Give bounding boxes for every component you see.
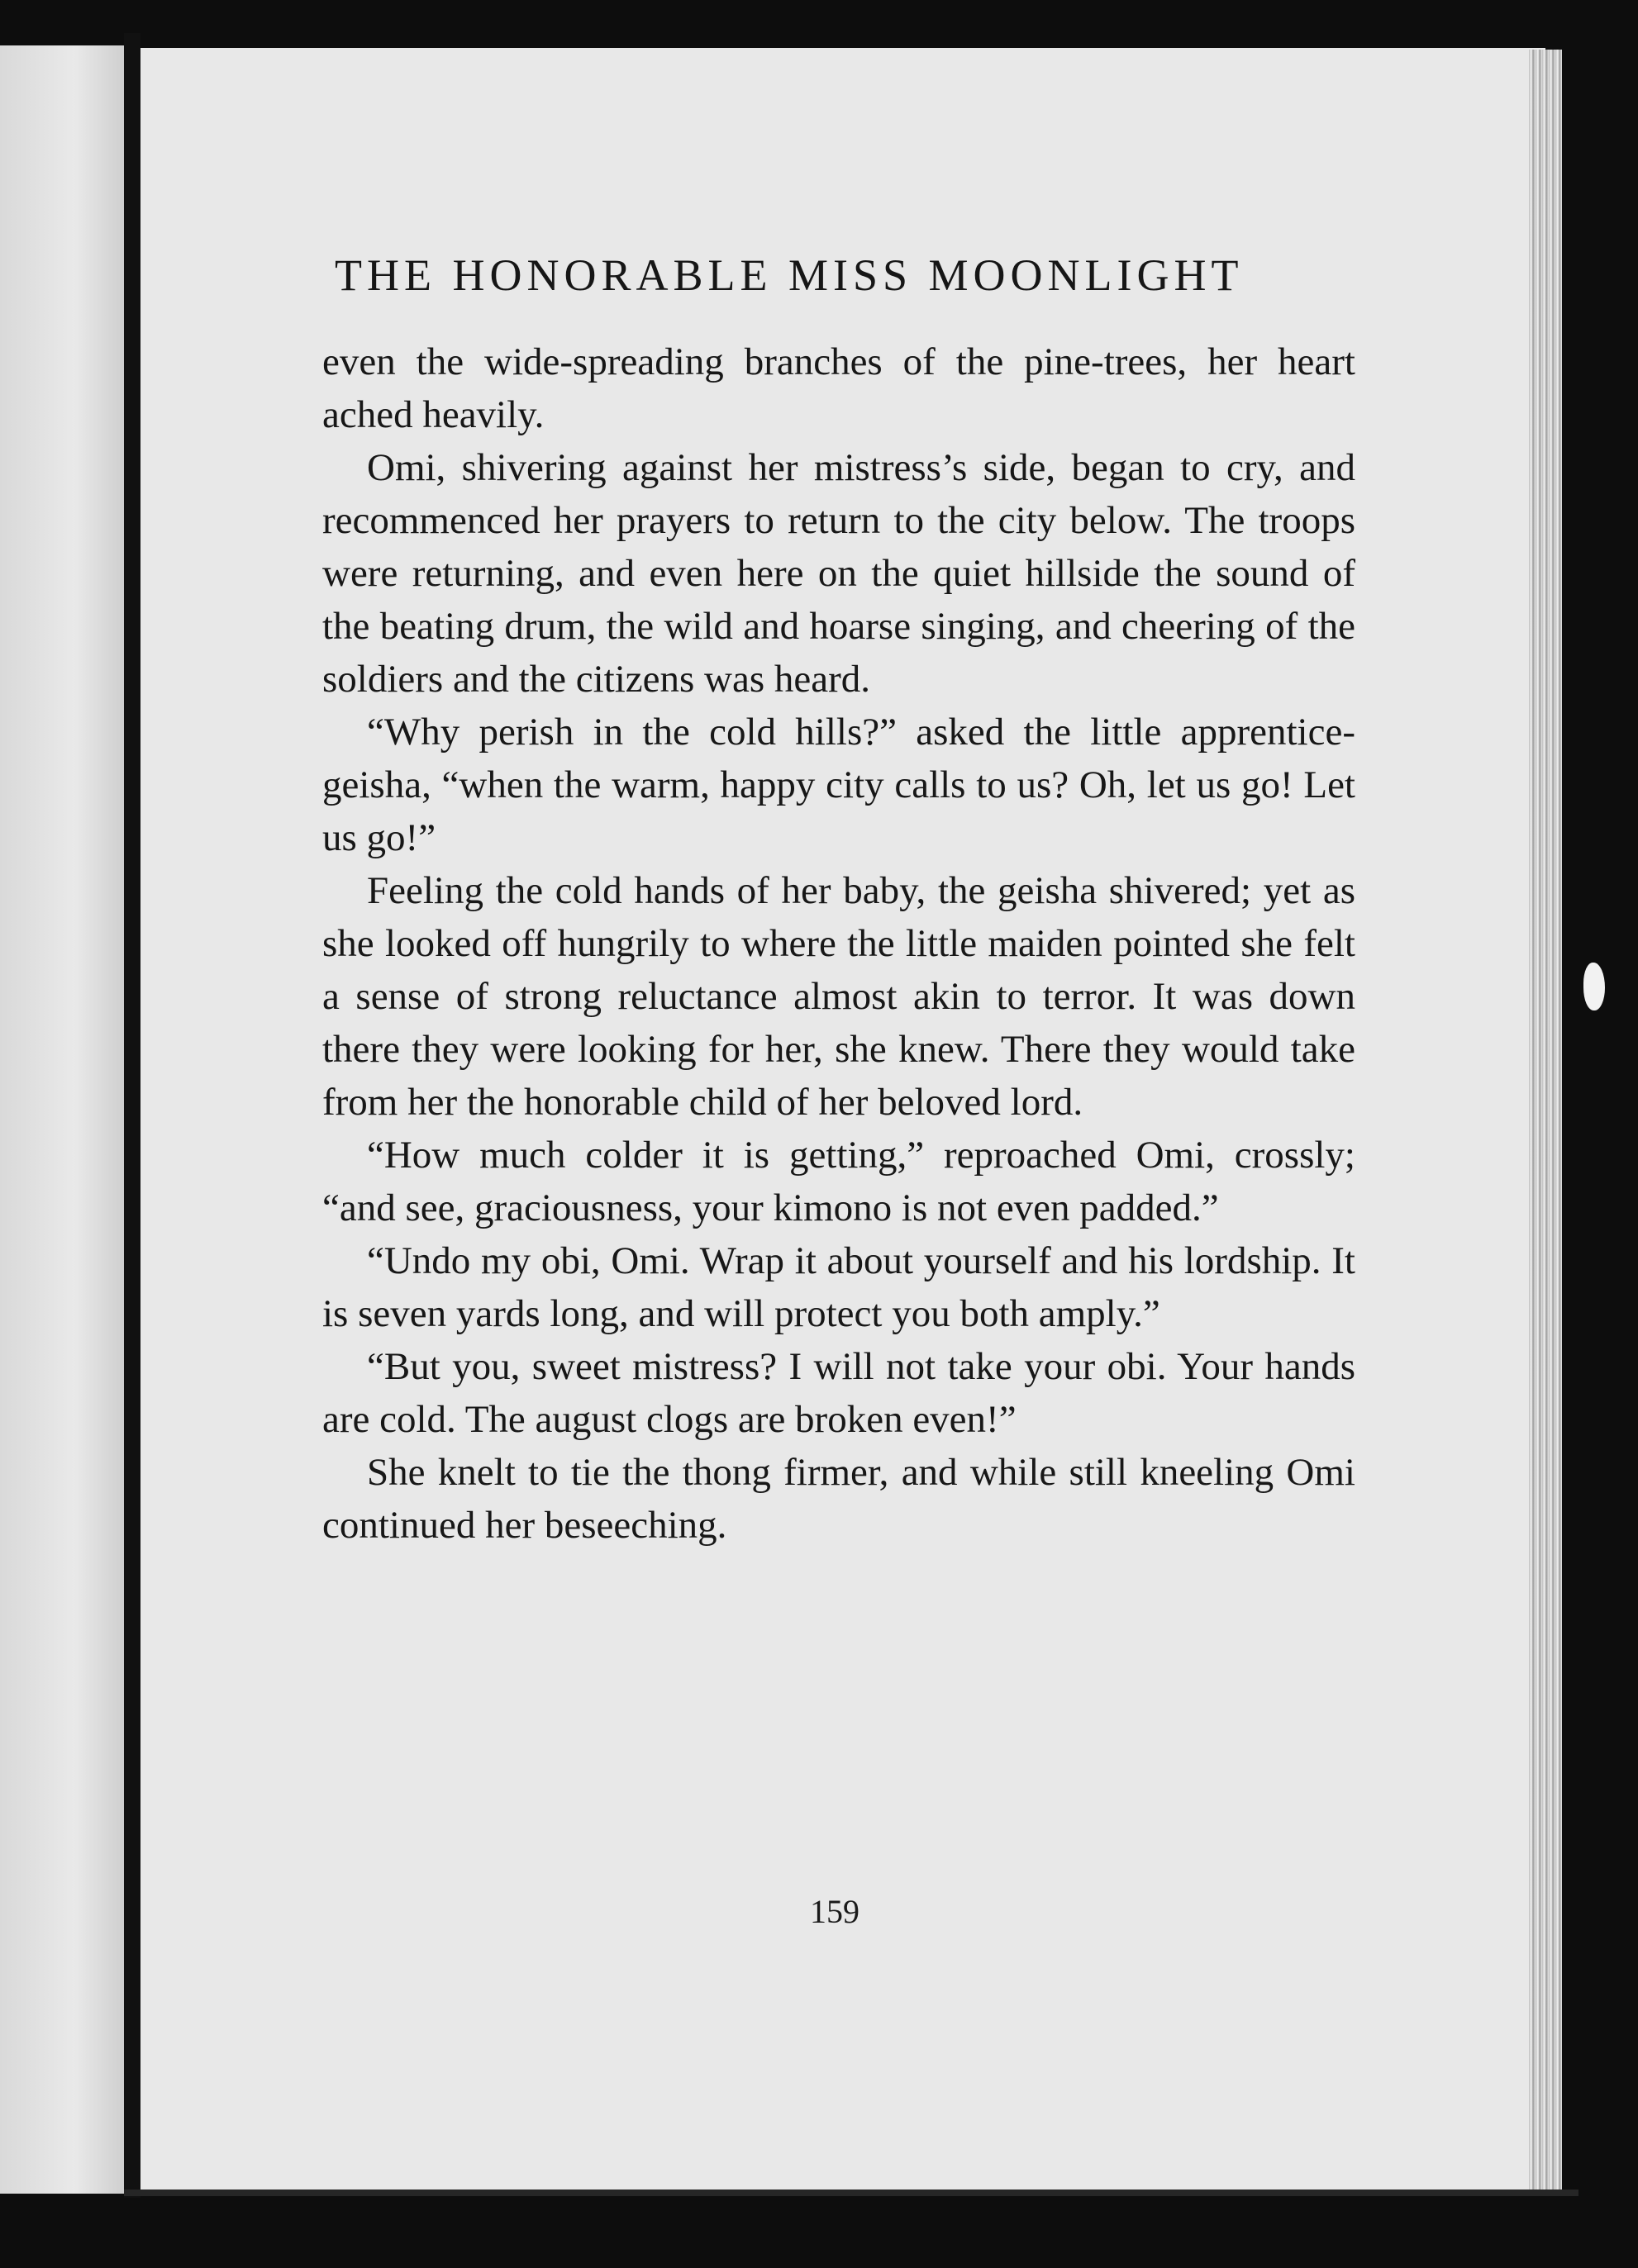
page-stack-edge — [1529, 50, 1562, 2194]
paragraph: She knelt to tie the thong firmer, and while still kneeling Omi continued her beseeching. — [322, 1451, 1355, 1547]
paragraph-continuation: even the wide-spreading branches of the pine-trees, her heart ached heavily. — [322, 340, 1355, 436]
facing-page-edge — [0, 45, 124, 2194]
body-text — [322, 335, 1355, 1552]
paragraph: “But you, sweet mistress? I will not take your obi. Your hands are cold. The august clogs are broken even!” — [322, 1345, 1355, 1441]
paragraph: “Undo my obi, Omi. Wrap it about yourself and his lordship. It is seven yards long, and will protect you both amply.” — [322, 1239, 1355, 1335]
paragraph: “Why perish in the cold hills?” asked the little apprentice-geisha, “when the warm, happy city calls to us? Oh, let us go! Let us go!” — [322, 711, 1355, 859]
running-head: THE HONORABLE MISS MOONLIGHT — [335, 250, 1244, 300]
scan-speck — [1583, 963, 1605, 1010]
page-number: 159 — [810, 1893, 859, 1930]
paragraph: “How much colder it is getting,” reproached Omi, crossly; “and see, graciousness, your kimono is not even padded.” — [322, 1134, 1355, 1229]
page-bottom-edge — [124, 2190, 1578, 2196]
paragraph: Omi, shivering against her mistress’s side, began to cry, and recommenced her prayers to return to the city below. The troops were returning, and even here on the quiet hillside the sound of the beating drum, the wild and hoarse singing, and cheering of the soldiers and the citizens was heard. — [322, 446, 1355, 701]
paragraph: Feeling the cold hands of her baby, the geisha shivered; yet as she looked off hungrily to where the little maiden pointed she felt a sense of strong reluctance almost akin to terror. It was down there they were looking for her, she knew. There they would take from her the honorable child of her beloved lord. — [322, 869, 1355, 1124]
book-gutter — [124, 33, 140, 2198]
